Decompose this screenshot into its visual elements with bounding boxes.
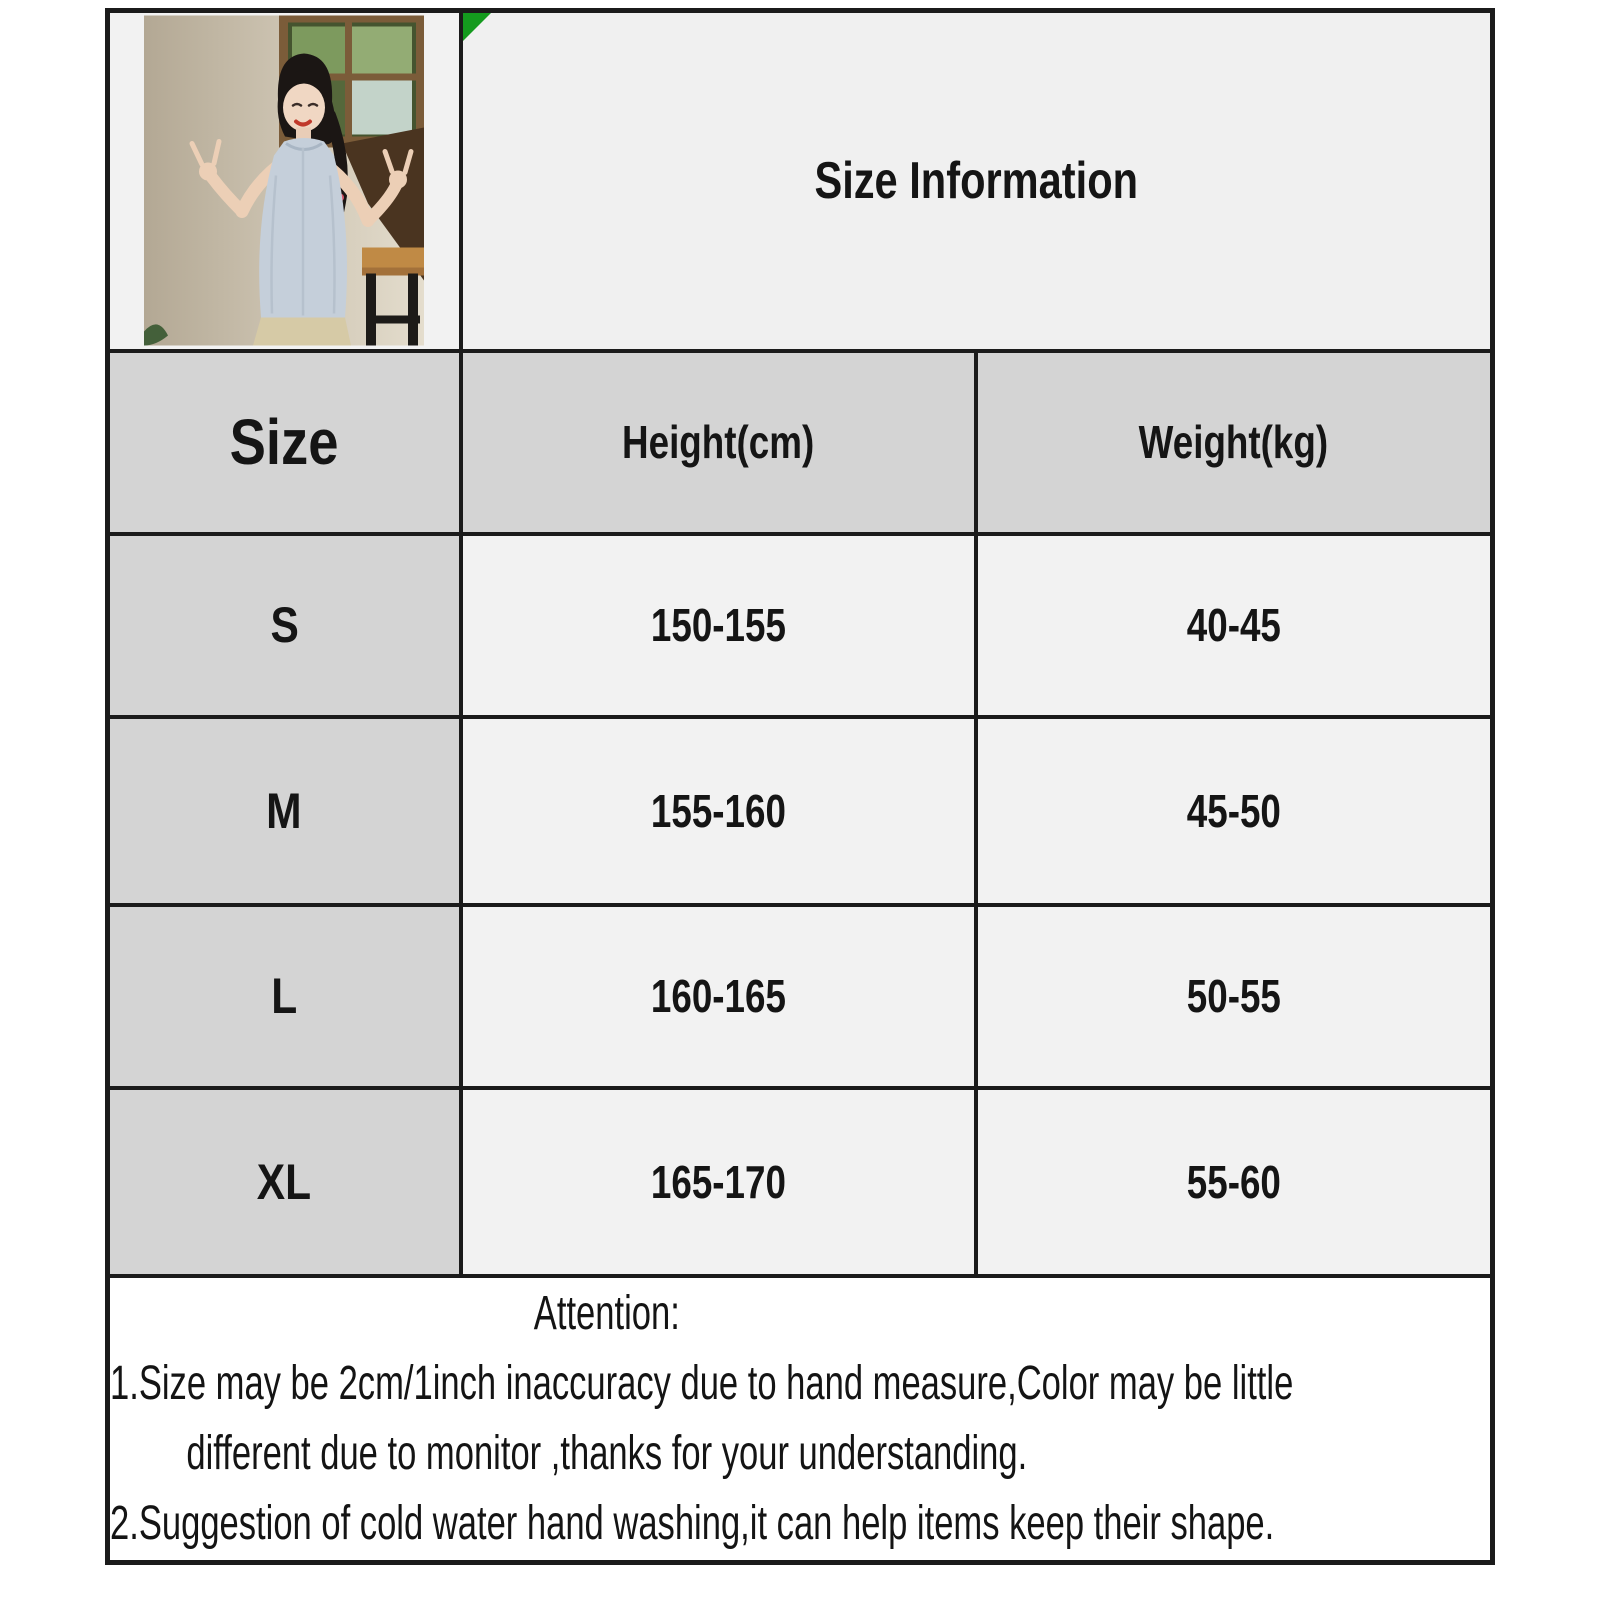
- weight-cell: [976, 717, 1493, 905]
- column-header-height: Height(cm): [621, 416, 815, 468]
- height-cell: [461, 534, 976, 717]
- size-cell: [108, 717, 461, 905]
- weight-cell: [976, 1088, 1493, 1276]
- attention-row: [108, 1276, 1493, 1563]
- attention-heading: Attention:: [533, 1286, 680, 1340]
- height-cell: [461, 717, 976, 905]
- weight-value: 45-50: [1186, 784, 1281, 837]
- height-value: 160-165: [650, 970, 786, 1022]
- table-row-m: [108, 717, 1493, 905]
- size-cell: [108, 905, 461, 1088]
- weight-value: 40-45: [1186, 599, 1281, 651]
- height-value: 165-170: [650, 1155, 786, 1208]
- column-header-size: Size: [229, 406, 339, 478]
- excel-error-flag-icon: [463, 13, 491, 41]
- weight-value: 55-60: [1186, 1155, 1281, 1208]
- attention-note-1a: 1.Size may be 2cm/1inch inaccuracy due to hand measure,Color may be little: [110, 1356, 1294, 1410]
- model-photo: [144, 15, 424, 346]
- header-row: [108, 11, 1493, 351]
- column-header-size-cell: [108, 351, 461, 534]
- weight-value: 50-55: [1186, 970, 1281, 1022]
- table-row-xl: [108, 1088, 1493, 1276]
- weight-cell: [976, 905, 1493, 1088]
- column-header-height-cell: [461, 351, 976, 534]
- column-header-weight-cell: [976, 351, 1493, 534]
- height-cell: [461, 1088, 976, 1276]
- size-cell: [108, 534, 461, 717]
- title-cell: [461, 11, 1493, 351]
- table-row-s: [108, 534, 1493, 717]
- size-label: M: [266, 782, 302, 839]
- size-label: XL: [257, 1153, 312, 1210]
- table-row-l: [108, 905, 1493, 1088]
- size-table: [105, 8, 1495, 1565]
- attention-note-2: 2.Suggestion of cold water hand washing,it can help items keep their shape.: [110, 1496, 1275, 1550]
- column-header-row: [108, 351, 1493, 534]
- height-value: 150-155: [650, 599, 786, 651]
- size-label: L: [271, 968, 298, 1024]
- size-cell: [108, 1088, 461, 1276]
- model-photo-cell: [108, 11, 461, 351]
- page-title: Size Information: [814, 151, 1139, 210]
- column-header-weight: Weight(kg): [1139, 416, 1329, 468]
- attention-note-1b: different due to monitor ,thanks for your understanding.: [186, 1426, 1028, 1480]
- weight-cell: [976, 534, 1493, 717]
- height-cell: [461, 905, 976, 1088]
- attention-cell: [108, 1276, 1493, 1563]
- height-value: 155-160: [650, 784, 786, 837]
- size-label: S: [270, 597, 299, 653]
